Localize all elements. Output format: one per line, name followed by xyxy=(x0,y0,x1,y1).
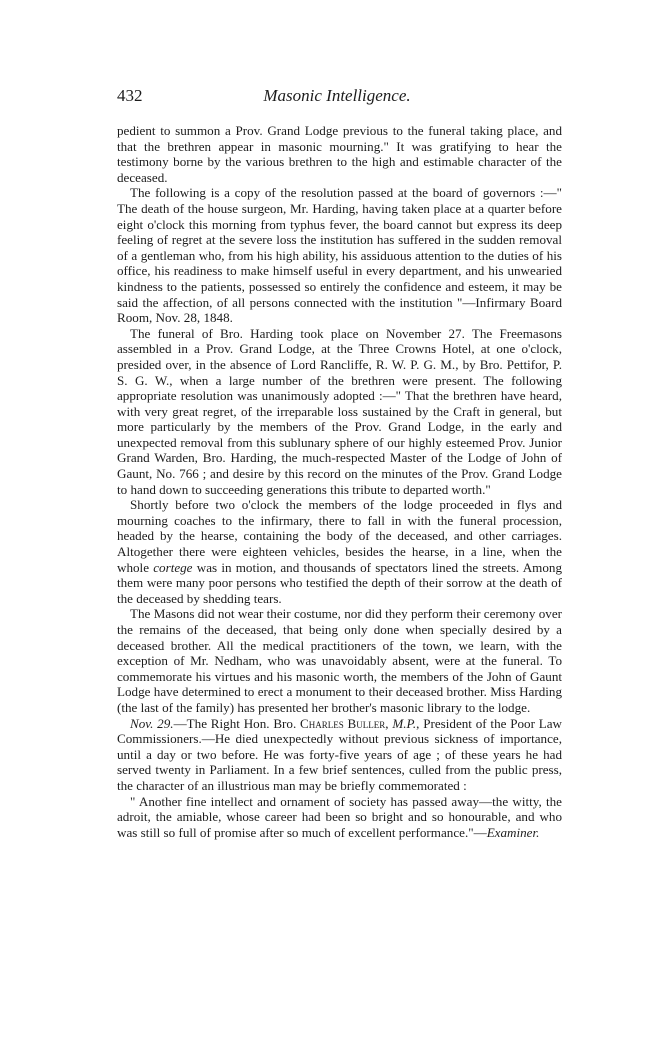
running-title: Masonic Intelligence. xyxy=(263,86,411,105)
text-run: , President of the Poor Law Commissioners.—He died unexpectedly without previous sickness of importance, until a day or two before. He was forty-five years of age ; of these years he had served twenty in Parliament. In a few brief sentences, culled from the public press, the character of an illustrious man may be briefly commemorated : xyxy=(117,715,563,793)
text-run: , xyxy=(385,715,393,731)
paragraph-quotation xyxy=(117,794,562,841)
page-header xyxy=(117,86,557,110)
paragraph-resolution-governors: The following is a copy of the resolution passed at the board of governors :—" The death of the house surgeon, Mr. Harding, having taken place at a quarter before eight o'clock this morning from typhus fever, the board cannot but express its deep feeling of regret at the severe loss the institution has suffered in the sudden removal of a gentleman who, from his high ability, his assiduous attention to the duties of his office, his readiness to make himself useful in every department, and his unwearied kindness to the patients, possessed so entirely the confidence and esteem, it may be said the affection, of all persons connected with the institution "—Infirmary Board Room, Nov. 28, 1848. xyxy=(117,185,562,326)
text-run: Shortly before two o'clock the members of the lodge proceeded in flys and mourning coaches to the infirmary, there to fall in with the funeral procession, headed by the hearse, containing the body of the deceased, and other carriages. Altogether there were eighteen vehicles, besides the hearse, in a line, when the whole xyxy=(117,497,562,575)
text-run: " Another fine intellect and ornament of society has passed away—the witty, the adroit, the amiable, whose career had been so bright and so honourable, and who was still so full of promise after so much of excellent performance."— xyxy=(117,793,562,840)
paragraph-funeral: The funeral of Bro. Harding took place on November 27. The Freemasons assembled in a Prov. Grand Lodge, at the Three Crowns Hotel, at one o'clock, presided over, in the absence of Lord Rancliffe, R. W. P. G. M., by Bro. Pettifor, P. S. G. W., when a large number of the brethren were present. The following appropriate resolution was unanimously adopted :—" That the brethren have heard, with very great regret, of the irreparable loss sustained by the Craft in general, but more particularly by the members of the Prov. Grand Lodge, in the early and unexpected removal from this sublunary sphere of our highly esteemed Prov. Junior Grand Warden, Bro. Harding, the much-respected Master of the Lodge of John of Gaunt, No. 766 ; and desire by this record on the minutes of the Prov. Grand Lodge to hand down to succeeding generations this tribute to departed worth." xyxy=(117,325,562,497)
text-run: —The Right Hon. Bro. xyxy=(173,715,301,731)
title-abbrev: M.P. xyxy=(392,715,417,731)
paragraph-procession xyxy=(117,497,562,606)
person-name: Charles Buller xyxy=(300,715,386,731)
entry-date: Nov. 29. xyxy=(130,715,174,731)
paragraph-obituary-buller xyxy=(117,716,562,794)
quote-source: Examiner. xyxy=(486,824,540,840)
paragraph-masons: The Masons did not wear their costume, nor did they perform their ceremony over the remains of the deceased, that being only done when specially desired by a deceased brother. All the medical practitioners of the town, we learn, with the exception of Mr. Nedham, who was unavoidably absent, were at the funeral. To commemorate his virtues and his masonic worth, the members of the John of Gaunt Lodge have determined to erect a monument to their deceased brother. Miss Harding (the last of the family) has presented her brother's masonic library to the lodge. xyxy=(117,606,562,715)
text-run: was in motion, and thousands of spectators lined the streets. Among them were many poor persons who testified the depth of their sorrow at the death of the deceased by shedding tears. xyxy=(117,559,562,606)
paragraph-continued: pedient to summon a Prov. Grand Lodge previous to the funeral taking place, and that the brethren appear in masonic mourning." It was gratifying to hear the testimony borne by the various brethren to the high and estimable character of the deceased. xyxy=(117,123,562,185)
article-body xyxy=(117,123,562,840)
italic-word: cortege xyxy=(153,559,193,575)
page-number: 432 xyxy=(117,86,143,105)
